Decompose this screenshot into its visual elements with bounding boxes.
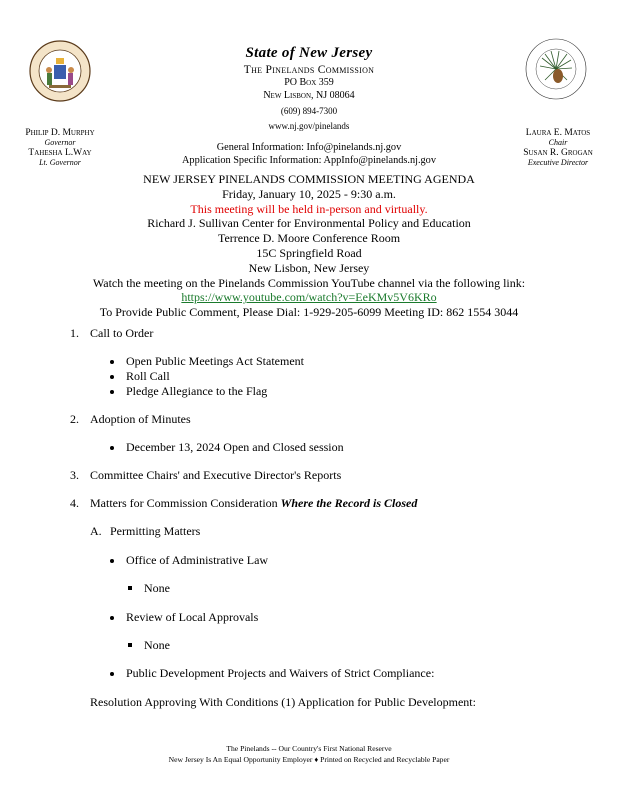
agenda-title: NEW JERSEY PINELANDS COMMISSION MEETING AGENDA — [143, 172, 475, 186]
youtube-link[interactable]: https://www.youtube.com/watch?v=EeKMv5V6KRo — [181, 290, 437, 305]
lt-governor-name: Tahesha L.Way — [28, 148, 92, 158]
website[interactable]: www.nj.gov/pinelands — [268, 121, 350, 131]
bullet-icon — [110, 672, 114, 676]
meeting-room: Terrence D. Moore Conference Room — [217, 231, 401, 246]
governor-name: Philip D. Murphy — [25, 128, 95, 138]
executive-director-title: Executive Director — [527, 158, 589, 167]
meeting-header — [60, 172, 558, 320]
application-info-email[interactable]: Application Specific Information: AppInfo@pinelands.nj.gov — [182, 155, 436, 166]
meeting-notice: This meeting will be held in-person and virtually. — [190, 201, 428, 216]
meeting-city: New Lisbon, New Jersey — [248, 260, 370, 275]
square-bullet-icon — [128, 586, 132, 590]
pinelands-seal — [525, 38, 587, 105]
footer — [60, 743, 558, 765]
pinelands-commission-seal-icon — [525, 38, 587, 100]
letterhead — [150, 45, 468, 133]
po-box: PO Box 359 — [284, 77, 334, 88]
executive-director-name: Susan R. Grogan — [523, 148, 593, 158]
bullet-icon — [110, 375, 114, 379]
bullet-icon — [110, 616, 114, 620]
state-title: State of New Jersey — [245, 45, 373, 61]
bullet-icon — [110, 446, 114, 450]
chair-name: Laura E. Matos — [525, 128, 591, 138]
nj-state-seal-icon — [29, 40, 91, 102]
footer-notice: New Jersey Is An Equal Opportunity Employer ♦ Printed on Recycled and Recyclable Paper — [168, 755, 450, 764]
meeting-center: Richard J. Sullivan Center for Environmental Policy and Education — [147, 216, 471, 231]
governor-title: Governor — [44, 138, 76, 147]
bullet-icon — [110, 390, 114, 394]
bullet-icon — [110, 360, 114, 364]
chair-title: Chair — [548, 138, 568, 147]
contact-info — [150, 141, 468, 167]
square-bullet-icon — [128, 643, 132, 647]
state-seal — [29, 40, 91, 107]
left-officials — [0, 128, 120, 168]
youtube-instructions: Watch the meeting on the Pinelands Commission YouTube channel via the following link: — [92, 275, 526, 290]
commission-name: The Pinelands Commission — [243, 64, 375, 76]
meeting-datetime: Friday, January 10, 2025 - 9:30 a.m. — [222, 186, 396, 201]
footer-tagline: The Pinelands -- Our Country's First National Reserve — [226, 744, 392, 753]
bullet-icon — [110, 559, 114, 563]
address-city: New Lisbon, NJ 08064 — [263, 90, 355, 101]
resolution-text: Resolution Approving With Conditions (1) Application for Public Development: — [90, 695, 476, 709]
diamond-separator-icon: ♦ — [312, 755, 321, 764]
right-officials — [498, 128, 618, 168]
general-info-email[interactable]: General Information: Info@pinelands.nj.gov — [216, 142, 402, 153]
record-closed-emphasis: Where the Record is Closed — [280, 496, 418, 510]
meeting-street: 15C Springfield Road — [256, 245, 362, 260]
lt-governor-title: Lt. Governor — [39, 158, 81, 167]
public-comment-dial: To Provide Public Comment, Please Dial: 1-929-205-6099 Meeting ID: 862 1554 3044 — [99, 305, 519, 320]
phone-number: (609) 894-7300 — [280, 106, 338, 116]
